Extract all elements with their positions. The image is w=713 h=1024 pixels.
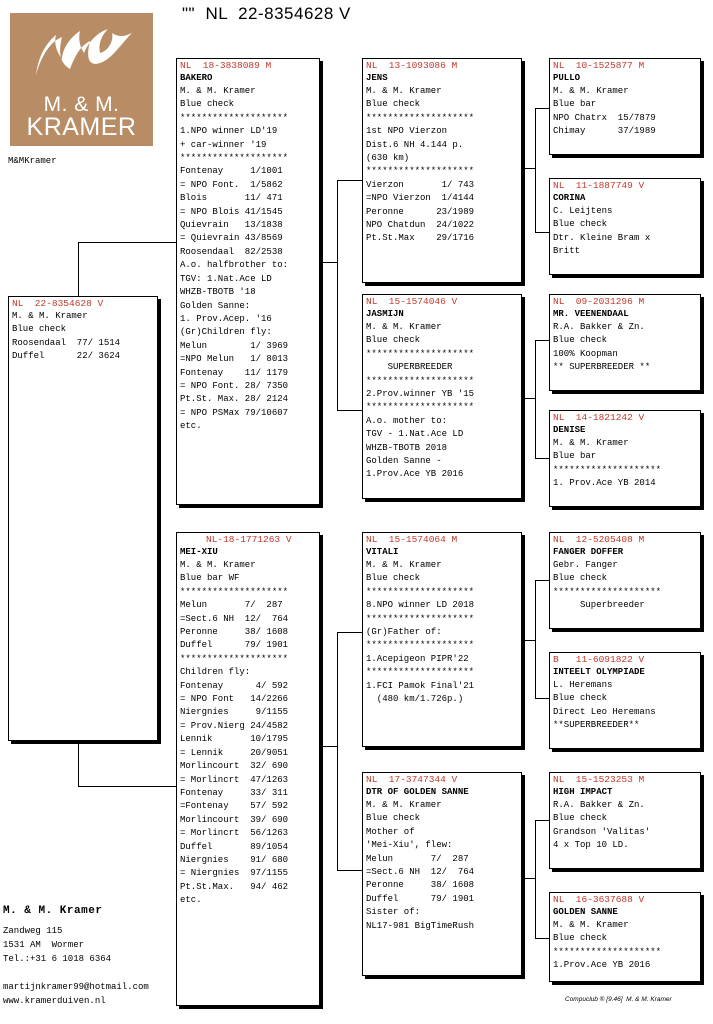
owner-email-link[interactable]: martijnkramer99@hotmail.com [3, 982, 149, 992]
pigeon-name: GOLDEN SANNE [553, 907, 618, 917]
pigeon-card-ddd[interactable]: NL 16-3637688 V GOLDEN SANNE M. & M. Kramer Blue check ******************** 1.Prov.Ace YB 2016 [549, 892, 701, 982]
ring-number: NL 15-1574064 M [366, 534, 458, 545]
ring-number: B 11-6091822 V [553, 654, 645, 665]
pigeon-name: FANGER DOFFER [553, 547, 624, 557]
pigeon-name: PULLO [553, 73, 581, 83]
pigeon-card-dsd[interactable]: B 11-6091822 V INTEELT OLYMPIADE L. Heremans Blue check Direct Leo Heremans **SUPERBREEDER** [549, 652, 701, 749]
pigeon-card-dam-sire[interactable]: NL 15-1574064 M VITALI M. & M. Kramer Blue check ******************** 8.NPO winner LD 2018 ******************** (Gr)Father of: ******************** 1.Acepigeon PIPR'22 ******************** 1.FCI Pamok Final'21 (480 km/1.726p.) [362, 532, 522, 747]
owner-name: M. & M. Kramer [3, 905, 103, 917]
pigeon-name: MEI-XIU [180, 547, 218, 557]
pigeon-card-sire-dam[interactable]: NL 15-1574046 V JASMIJN M. & M. Kramer Blue check ******************** SUPERBREEDER ******************** 2.Prov.winner YB '15 ******************** A.o. mother to: TGV - 1.Nat.Ace LD WHZB-TBOTB 2018 Golden Sanne - 1.Prov.Ace YB 2016 [362, 294, 522, 499]
owner-phone: Tel.:+31 6 1018 6364 [3, 954, 112, 964]
owner-website-link[interactable]: www.kramerduiven.nl [3, 996, 106, 1006]
pigeon-name: MR. VEENENDAAL [553, 309, 629, 319]
ring-number: NL 16-3637688 V [553, 894, 645, 905]
software-credit: Compuclub ® [9.46] M. & M. Kramer [565, 996, 672, 1003]
pigeon-card-dss[interactable]: NL 12-5205408 M FANGER DOFFER Gebr. Fanger Blue check ******************** Superbreeder [549, 532, 701, 629]
ring-number: NL 11-1887749 V [553, 180, 645, 191]
ring-number: NL 15-1523253 M [553, 774, 645, 785]
owner-street: Zandweg 115 [3, 926, 63, 936]
pigeon-card-sds[interactable]: NL 09-2031296 M MR. VEENENDAAL R.A. Bakker & Zn. Blue check 100% Koopman ** SUPERBREEDER ** [549, 294, 701, 391]
pedigree-title: "" NL 22-8354628 V [182, 4, 351, 23]
kramer-logo [10, 13, 153, 146]
pigeon-card-sire-sire[interactable]: NL 13-1093086 M JENS M. & M. Kramer Blue check ******************** 1st NPO Vierzon Dist.6 NH 4.144 p. (630 km) ******************** Vierzon 1/ 743 =NPO Vierzon 1/4144 Peronne 23/1989 NPO Chatdun 24/1022 Pt.St.Max 29/1716 [362, 58, 522, 283]
pigeon-card-sdd[interactable]: NL 14-1821242 V DENISE M. & M. Kramer Blue bar ******************** 1. Prov.Ace YB 2014 [549, 410, 701, 507]
pigeon-name: BAKERO [180, 73, 213, 83]
ring-number: NL 10-1525877 M [553, 60, 645, 71]
ring-number: NL 15-1574046 V [366, 296, 458, 307]
pigeon-card-sire[interactable]: NL 18-3838089 M BAKERO M. & M. Kramer Blue check ******************** 1.NPO winner LD'19 + car-winner '19 ******************** Fontenay 1/1001 = NPO Font. 1/5862 Blois 11/ 471 = NPO Blois 41/1545 Quievrain 13/1838 = Quievrain 43/8569 Roosendaal 82/2538 A.o. halfbrother to: TGV: 1.Nat.Ace LD WHZB-TBOTB '18 Golden Sanne: 1. Prov.Acep. '16 (Gr)Children fly: Melun 1/ 3969 =NPO Melun 1/ 8013 Fontenay 11/ 1179 = NPO Font. 28/ 7350 Pt.St. Max. 28/ 2124 = NPO PSMax 79/10607 etc. [176, 58, 320, 505]
pigeon-card-dds[interactable]: NL 15-1523253 M HIGH IMPACT R.A. Bakker & Zn. Blue check Grandson 'Valitas' 4 x Top 10 LD. [549, 772, 701, 869]
ring-number: NL 09-2031296 M [553, 296, 645, 307]
pigeon-card-dam[interactable]: NL-18-1771263 V MEI-XIU M. & M. Kramer Blue bar WF ******************** Melun 7/ 287 =Sect.6 NH 12/ 764 Peronne 38/ 1608 Duffel 79/ 1901 ******************** Children fly: Fontenay 4/ 592 = NPO Font 14/2266 Niergnies 9/1155 = Prov.Nierg 24/4582 Lennik 10/1795 = Lennik 20/9051 Morlincourt 32/ 690 = Morlincrt 47/1263 Fontenay 33/ 311 =Fontenay 57/ 592 Morlincourt 39/ 690 = Morlincrt 56/1263 Duffel 89/1054 Niergnies 91/ 680 = Niergnies 97/1155 Pt.St.Max. 94/ 462 etc. [176, 532, 320, 1006]
pigeon-name: DENISE [553, 425, 586, 435]
ring-number: NL-18-1771263 V [206, 534, 292, 545]
pigeon-name: VITALI [366, 547, 399, 557]
owner-city: 1531 AM Wormer [3, 940, 85, 950]
pigeon-name: INTEELT OLYMPIADE [553, 667, 645, 677]
ring-number: NL 22-8354628 V [12, 298, 104, 309]
ring-number: NL 18-3838089 M [180, 60, 272, 71]
pigeon-name: CORINA [553, 193, 586, 203]
pigeon-name: DTR OF GOLDEN SANNE [366, 787, 469, 797]
pigeon-card-ssd[interactable]: NL 11-1887749 V CORINA C. Leijtens Blue check Dtr. Kleine Bram x Britt [549, 178, 701, 275]
logo-line-1: M. & M. [43, 93, 120, 116]
pigeon-card-sss[interactable]: NL 10-1525877 M PULLO M. & M. Kramer Blue bar NPO Chatrx 15/7879 Chimay 37/1989 [549, 58, 701, 155]
logo-line-2: KRAMER [26, 113, 137, 141]
pigeon-name: JENS [366, 73, 388, 83]
pigeon-card-dam-dam[interactable]: NL 17-3747344 V DTR OF GOLDEN SANNE M. & M. Kramer Blue check Mother of 'Mei-Xiu', flew: Melun 7/ 287 =Sect.6 NH 12/ 764 Peronne 38/ 1608 Duffel 79/ 1901 Sister of: NL17-981 BigTimeRush [362, 772, 522, 976]
pigeon-name: HIGH IMPACT [553, 787, 613, 797]
pigeon-logo-icon [28, 23, 138, 91]
pigeon-card-subject[interactable]: NL 22-8354628 V M. & M. Kramer Blue check Roosendaal 77/ 1514 Duffel 22/ 3624 [8, 296, 158, 741]
logo-caption: M&MKramer [8, 156, 57, 166]
ring-number: NL 14-1821242 V [553, 412, 645, 423]
ring-number: NL 13-1093086 M [366, 60, 458, 71]
ring-number: NL 12-5205408 M [553, 534, 645, 545]
ring-number: NL 17-3747344 V [366, 774, 458, 785]
pigeon-name: JASMIJN [366, 309, 404, 319]
